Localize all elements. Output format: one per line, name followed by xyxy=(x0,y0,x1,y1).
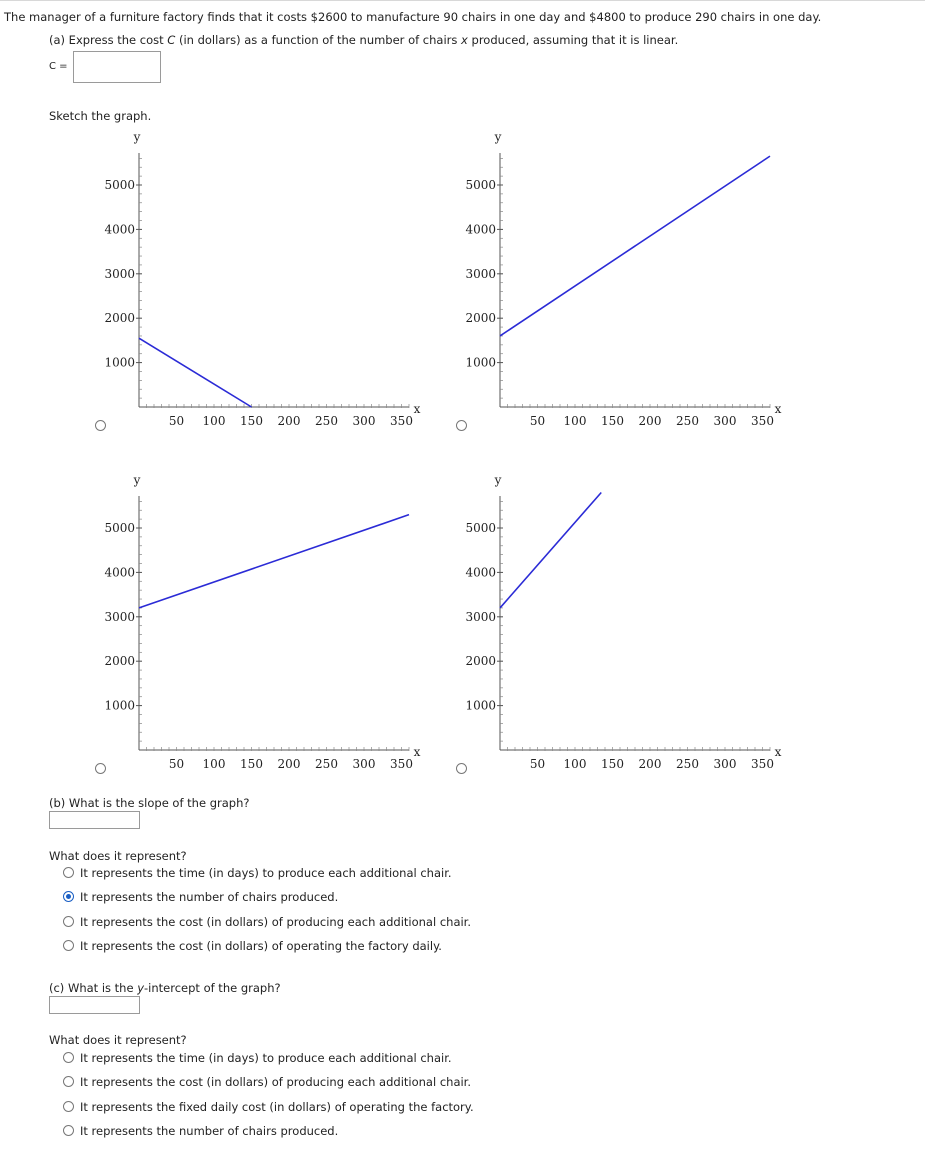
y-axis-label: y xyxy=(494,130,502,144)
x-tick-label: 100 xyxy=(563,414,587,428)
graph-option-2 xyxy=(456,125,786,435)
slope-input[interactable] xyxy=(49,811,140,829)
radio-button[interactable] xyxy=(63,1125,74,1136)
x-tick-label: 50 xyxy=(529,414,546,428)
graph-1-radio[interactable] xyxy=(95,420,106,431)
graph-option-1 xyxy=(95,125,425,435)
x-tick-label: 300 xyxy=(352,414,376,428)
graph-line xyxy=(500,156,770,336)
part-c-represent-label: What does it represent? xyxy=(49,1033,187,1047)
top-divider xyxy=(0,0,925,1)
x-tick-label: 250 xyxy=(315,757,338,771)
y-tick-label: 5000 xyxy=(104,178,135,192)
x-tick-label: 200 xyxy=(277,757,301,771)
x-axis-label: x xyxy=(774,402,782,416)
y-tick-label: 3000 xyxy=(465,609,496,624)
part-c-prompt: (c) What is the y-intercept of the graph? xyxy=(49,981,281,995)
y-tick-label: 5000 xyxy=(104,521,135,535)
y-tick-label: 2000 xyxy=(465,311,496,326)
graph-option-3 xyxy=(95,468,425,778)
x-axis-label: x xyxy=(413,745,421,759)
c-function-input[interactable] xyxy=(73,51,161,83)
part-b-prompt: (b) What is the slope of the graph? xyxy=(49,796,250,810)
graph-line xyxy=(139,338,252,407)
x-tick-label: 250 xyxy=(315,414,338,428)
x-axis-label: x xyxy=(413,402,421,416)
y-tick-label: 5000 xyxy=(465,521,496,535)
x-tick-label: 200 xyxy=(277,414,301,428)
radio-button[interactable] xyxy=(63,1076,74,1087)
radio-button[interactable] xyxy=(63,916,74,927)
y-tick-label: 2000 xyxy=(465,654,496,669)
x-tick-label: 50 xyxy=(168,757,185,771)
x-tick-label: 50 xyxy=(529,757,546,771)
x-tick-label: 150 xyxy=(240,414,263,428)
y-tick-label: 4000 xyxy=(465,565,496,580)
x-tick-label: 350 xyxy=(390,414,413,428)
sketch-label: Sketch the graph. xyxy=(49,109,152,123)
y-tick-label: 1000 xyxy=(104,355,135,370)
part-b-represent-label: What does it represent? xyxy=(49,849,187,863)
x-tick-label: 150 xyxy=(601,757,624,771)
x-tick-label: 250 xyxy=(676,757,699,771)
radio-button[interactable] xyxy=(63,1052,74,1063)
y-tick-label: 5000 xyxy=(465,178,496,192)
y-tick-label: 3000 xyxy=(104,266,135,281)
x-tick-label: 300 xyxy=(352,757,376,771)
y-tick-label: 1000 xyxy=(465,355,496,370)
y-tick-label: 4000 xyxy=(104,565,135,580)
graph-option-4 xyxy=(456,468,786,778)
y-tick-label: 4000 xyxy=(104,222,135,237)
radio-button-selected[interactable] xyxy=(63,891,74,902)
y-tick-label: 2000 xyxy=(104,311,135,326)
x-tick-label: 350 xyxy=(751,757,774,771)
x-axis-label: x xyxy=(774,745,782,759)
y-tick-label: 3000 xyxy=(104,609,135,624)
y-tick-label: 3000 xyxy=(465,266,496,281)
x-tick-label: 350 xyxy=(390,757,413,771)
graph-line xyxy=(500,492,601,607)
graph-3-radio[interactable] xyxy=(95,763,106,774)
y-axis-label: y xyxy=(133,473,141,487)
problem-intro: The manager of a furniture factory finds that it costs $2600 to manufacture 90 chairs in one day and $4800 to produce 290 chairs in one day. xyxy=(4,10,822,24)
x-tick-label: 250 xyxy=(676,414,699,428)
c-equals-label: C = xyxy=(49,61,68,72)
y-tick-label: 1000 xyxy=(465,698,496,713)
x-tick-label: 100 xyxy=(563,757,587,771)
y-intercept-input[interactable] xyxy=(49,996,140,1014)
x-tick-label: 200 xyxy=(638,757,662,771)
y-axis-label: y xyxy=(494,473,502,487)
y-tick-label: 2000 xyxy=(104,654,135,669)
y-axis-label: y xyxy=(133,130,141,144)
x-tick-label: 100 xyxy=(202,757,226,771)
graph-2-radio[interactable] xyxy=(456,420,467,431)
x-tick-label: 150 xyxy=(240,757,263,771)
y-tick-label: 1000 xyxy=(104,698,135,713)
part-a-prompt: (a) Express the cost C (in dollars) as a function of the number of chairs x produced, assuming that it is linear. xyxy=(49,33,679,47)
radio-button[interactable] xyxy=(63,1101,74,1112)
x-tick-label: 300 xyxy=(713,757,737,771)
graph-line xyxy=(139,515,409,608)
x-tick-label: 200 xyxy=(638,414,662,428)
x-tick-label: 100 xyxy=(202,414,226,428)
radio-button[interactable] xyxy=(63,867,74,878)
y-tick-label: 4000 xyxy=(465,222,496,237)
radio-button[interactable] xyxy=(63,940,74,951)
x-tick-label: 300 xyxy=(713,414,737,428)
x-tick-label: 150 xyxy=(601,414,624,428)
graph-4-radio[interactable] xyxy=(456,763,467,774)
x-tick-label: 50 xyxy=(168,414,185,428)
x-tick-label: 350 xyxy=(751,414,774,428)
